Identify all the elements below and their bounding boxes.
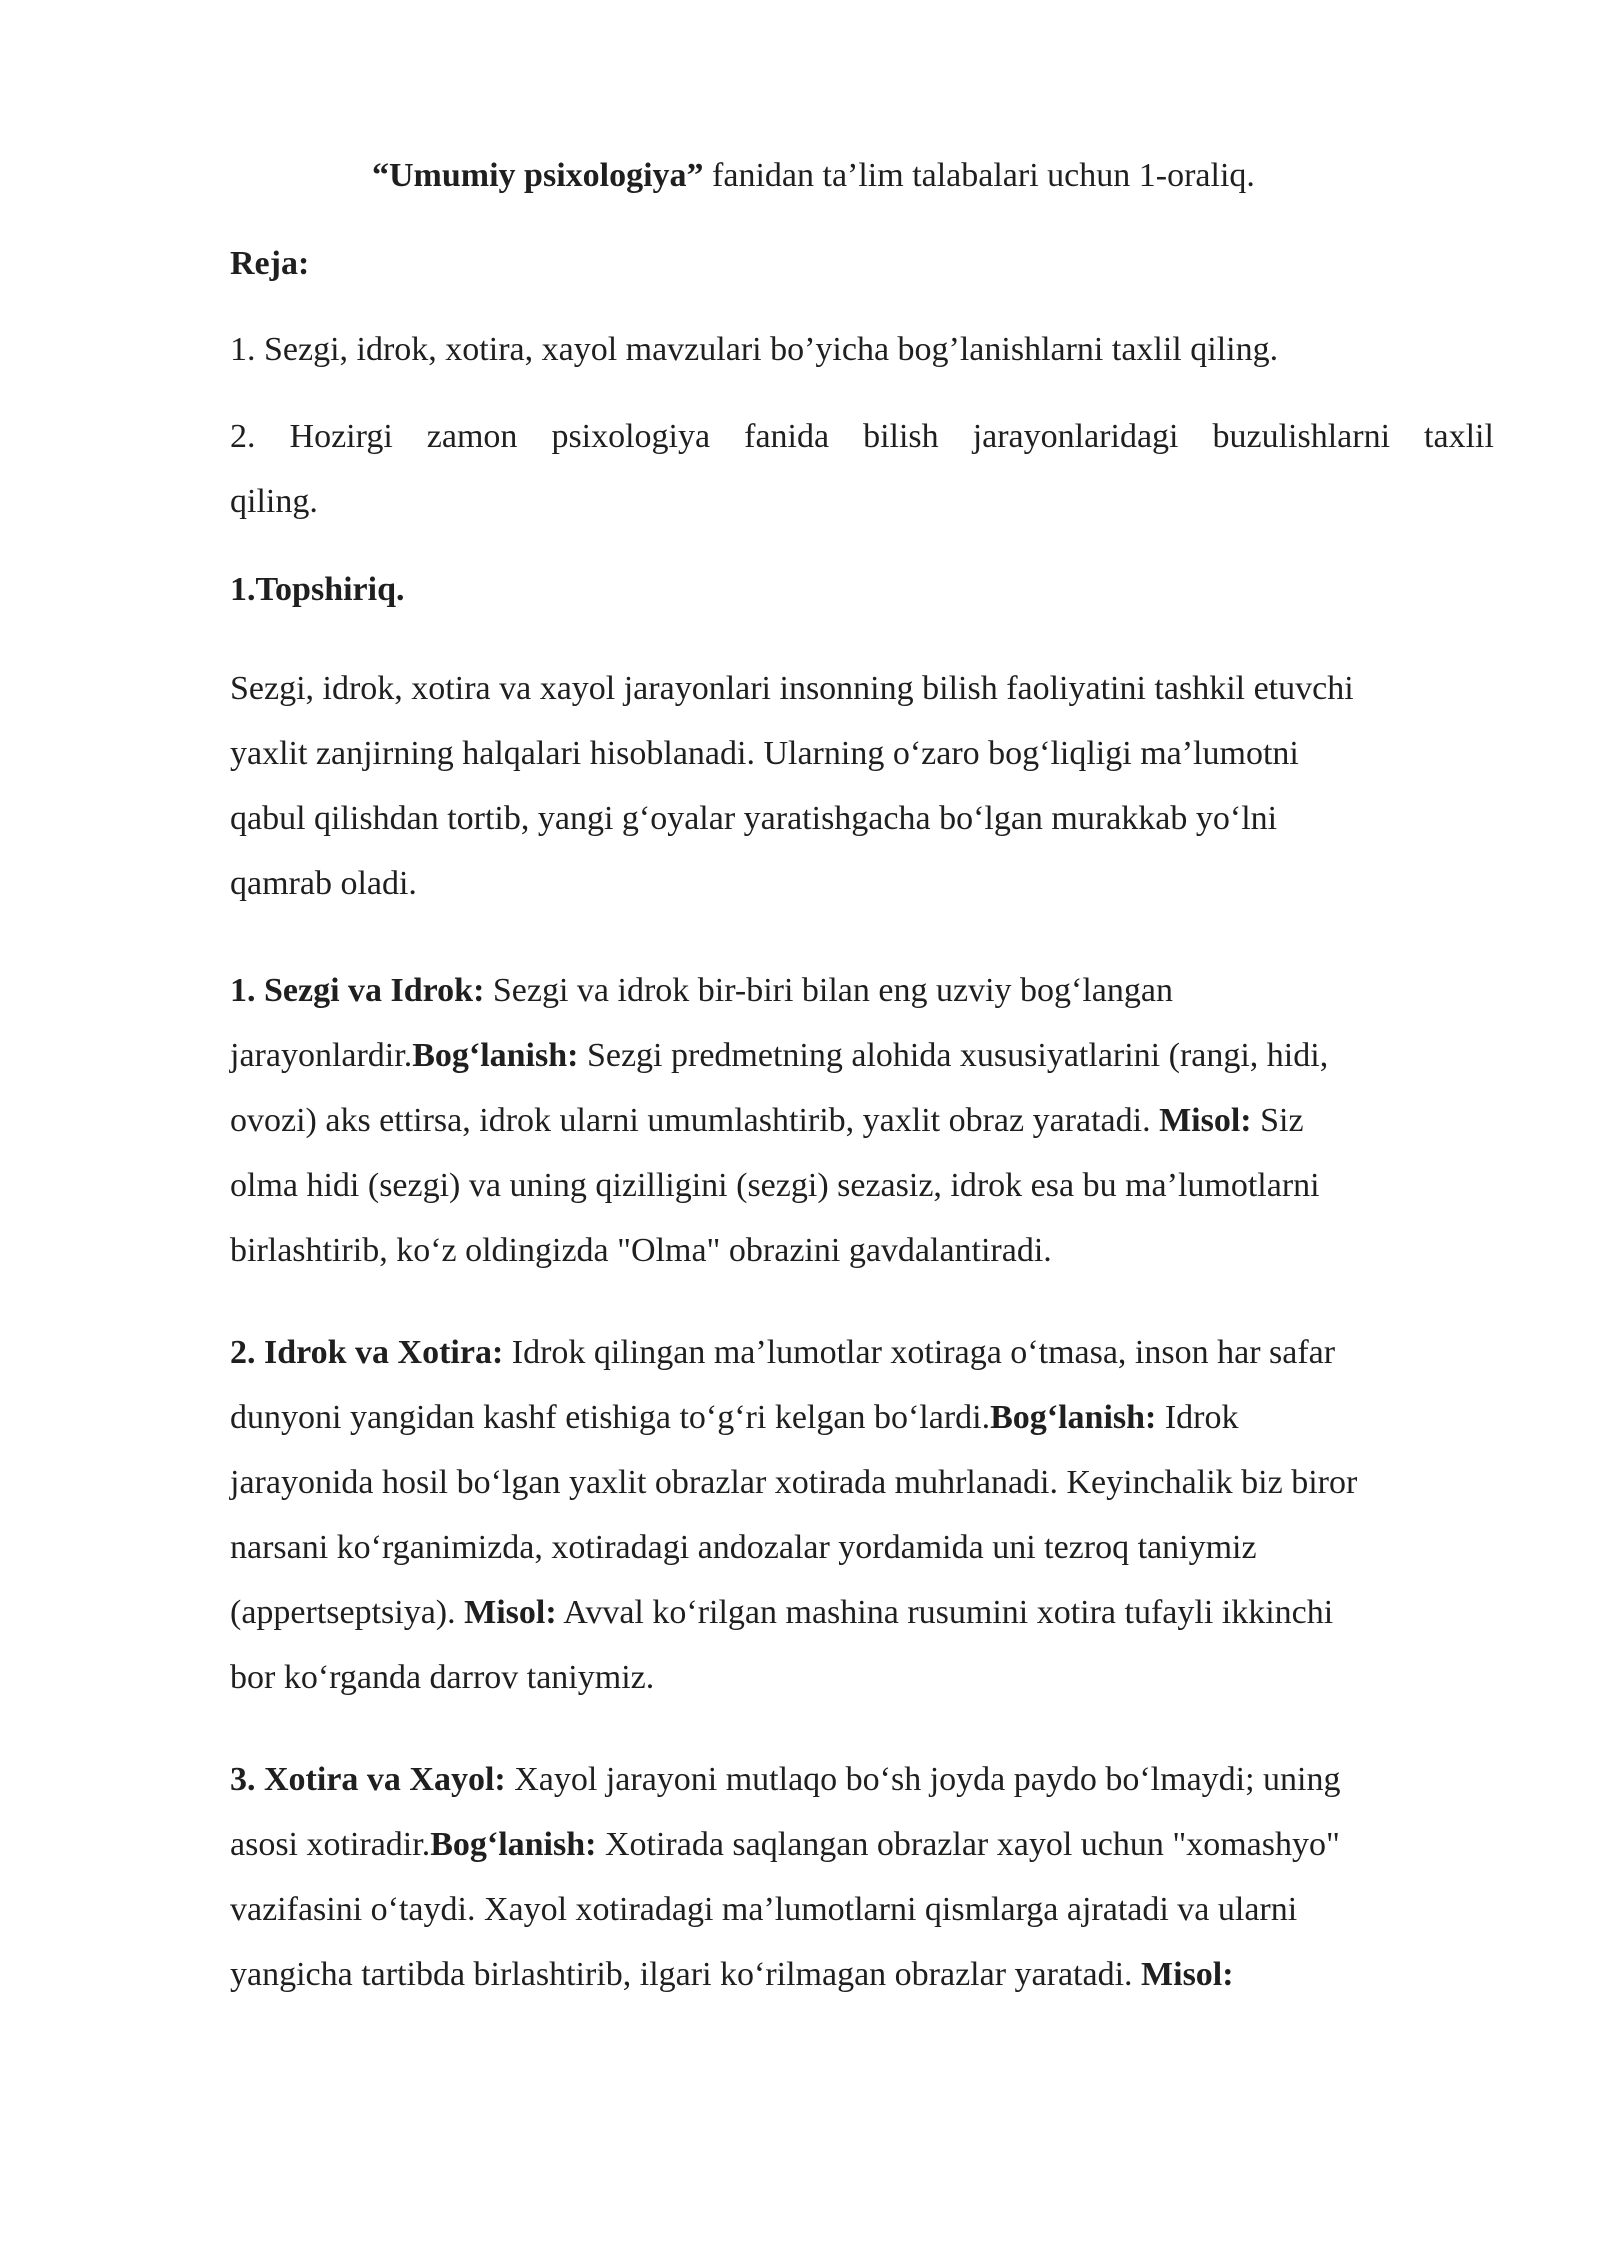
section-3-line: 3. Xotira va Xayol: Xayol jarayoni mutlaqo bo‘sh joyda paydo bo‘lmaydi; uning [230, 1761, 1341, 1798]
task-heading: 1.Topshiriq. [230, 571, 405, 608]
section-2-line: (appertseptsiya). Misol: Avval ko‘rilgan mashina rusumini xotira tufayli ikkinchi [230, 1594, 1334, 1631]
title-rest: fanidan ta’lim talabalari uchun 1-oraliq. [703, 157, 1255, 194]
section-1-line: ovozi) aks ettirsa, idrok ularni umumlashtirib, yaxlit obraz yaratadi. Misol: Siz [230, 1102, 1304, 1139]
plan-item-2: 2. Hozirgi zamon psixologiya fanida bilish jarayonlaridagi buzulishlarni taxlil [230, 418, 1494, 455]
intro-line: qamrab oladi. [230, 865, 417, 902]
section-1-line: jarayonlardir.Bog‘lanish: Sezgi predmetning alohida xususiyatlarini (rangi, hidi, [230, 1037, 1329, 1074]
section-1-line: birlashtirib, ko‘z oldingizda "Olma" obrazini gavdalantiradi. [230, 1232, 1052, 1269]
section-3-heading: 3. Xotira va Xayol: [230, 1761, 506, 1798]
section-2-line: dunyoni yangidan kashf etishiga to‘g‘ri kelgan bo‘lardi.Bog‘lanish: Idrok [230, 1399, 1239, 1436]
section-2-line: bor ko‘rganda darrov taniymiz. [230, 1659, 655, 1696]
title-subject: “Umumiy psixologiya” [372, 157, 704, 194]
intro-line: yaxlit zanjirning halqalari hisoblanadi. Ularning o‘zaro bog‘liqligi ma’lumotni [230, 735, 1299, 772]
plan-item-1: 1. Sezgi, idrok, xotira, xayol mavzulari bo’yicha bog’lanishlarni taxlil qiling. [230, 331, 1279, 368]
section-2-heading: 2. Idrok va Xotira: [230, 1334, 504, 1371]
document-title [372, 156, 1255, 196]
intro-line: qabul qilishdan tortib, yangi g‘oyalar yaratishgacha bo‘lgan murakkab yo‘lni [230, 800, 1278, 837]
intro-line: Sezgi, idrok, xotira va xayol jarayonlari insonning bilish faoliyatini tashkil etuvchi [230, 670, 1354, 707]
section-3-line: asosi xotiradir.Bog‘lanish: Xotirada saqlangan obrazlar xayol uchun "xomashyo" [230, 1826, 1340, 1863]
section-1-line: olma hidi (sezgi) va uning qizilligini (sezgi) sezasiz, idrok esa bu ma’lumotlarni [230, 1167, 1320, 1204]
section-1-line: 1. Sezgi va Idrok: Sezgi va idrok bir-biri bilan eng uzviy bog‘langan [230, 972, 1173, 1009]
section-2-line: 2. Idrok va Xotira: Idrok qilingan ma’lumotlar xotiraga o‘tmasa, inson har safar [230, 1334, 1336, 1371]
plan-heading: Reja: [230, 245, 310, 282]
section-2-line: jarayonida hosil bo‘lgan yaxlit obrazlar xotirada muhrlanadi. Keyinchalik biz biror [230, 1464, 1358, 1501]
section-2-line: narsani ko‘rganimizda, xotiradagi andozalar yordamida uni tezroq taniymiz [230, 1529, 1257, 1566]
plan-item-2-continuation: qiling. [230, 483, 318, 520]
section-1-heading: 1. Sezgi va Idrok: [230, 972, 485, 1009]
section-3-line: vazifasini o‘taydi. Xayol xotiradagi ma’lumotlarni qismlarga ajratadi va ularni [230, 1891, 1298, 1928]
section-3-line: yangicha tartibda birlashtirib, ilgari ko‘rilmagan obrazlar yaratadi. Misol: [230, 1956, 1234, 1993]
